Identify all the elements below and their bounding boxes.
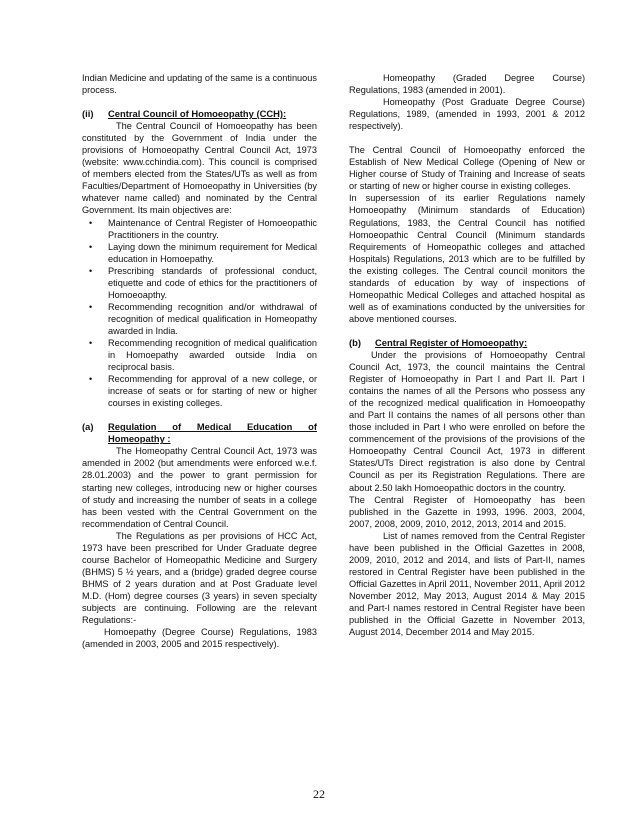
bullet-icon: •: [89, 241, 93, 252]
list-item: • Recommending recognition of medical qualification in Homoepathy awarded outside India on reciprocal basis.: [89, 337, 317, 373]
page-number: 22: [313, 787, 325, 801]
register-paragraph-2: The Central Register of Homoeopathy has been published in the Gazette in 1993, 1996. 2003, 2004, 2007, 2008, 2009, 2010, 2012, 2013, 2014 and 2015.: [349, 494, 585, 529]
cch-paragraph: The Central Council of Homoeopathy has been constituted by the Government of India under the provisions of Homoeopathy Central Council Act, 1973 (website: www.cchindia.com). This council is comprised of members elected from the States/UTs as well as from Faculties/Department of Homoeopathy in Universities (by whatever name called) and nominated by the Central Government. Its main objectives are:: [82, 121, 317, 216]
regulation-heading: [82, 421, 317, 445]
list-item: • Recommending recognition and/or withdrawal of recognition of medical qualification in Homeopathy awarded in India.: [89, 301, 317, 336]
bullet-icon: •: [89, 217, 93, 228]
register-heading-title: Central Register of Homoeopathy:: [375, 336, 528, 348]
pg-course-paragraph: Homeopathy (Post Graduate Degree Course) Regulations, 1989, (amended in 1993, 2001 & 2012 respectively).: [349, 97, 585, 132]
cch-objectives-list: [82, 217, 317, 410]
cch-heading-label: (ii): [82, 108, 94, 120]
regulation-heading-label: (a): [82, 421, 94, 433]
register-heading: [349, 337, 585, 349]
bullet-icon: •: [89, 337, 93, 348]
bullet-icon: •: [89, 301, 93, 312]
new-college-paragraph: The Central Council of Homoeopathy enforced the Establish of New Medical College (Opening of New or Higher course of Study of Training and Increase of seats or starting of new or higher course in existing colleges.: [349, 145, 585, 192]
register-heading-label: (b): [349, 336, 361, 348]
right-column: [349, 72, 585, 638]
list-item: • Prescribing standards of professional conduct, etiquette and code of ethics for the practitioners of Homoeoapthy.: [89, 265, 317, 300]
list-item: • Laying down the minimum requirement for Medical education in Homoepathy.: [89, 241, 317, 264]
regulation-paragraph-1: The Homeopathy Central Council Act, 1973 was amended in 2002 (but amendments were enforced w.e.f. 28.01.2003) and the power to grant permission for starting new colleges, introducing new or higher courses of study and increasing the number of seats in a college has been vested with the Central Government on the recommendation of Central Council.: [82, 446, 317, 529]
intro-paragraph: Indian Medicine and updating of the same is a continuous process.: [82, 73, 317, 96]
cch-heading-title: Central Council of Homoeopathy (CCH):: [108, 108, 287, 120]
left-column: [82, 72, 317, 650]
bullet-icon: •: [89, 265, 93, 276]
register-paragraph-3: List of names removed from the Central Register have been published in the Official Gazettes in 2008, 2009, 2010, 2012 and 2014, and lists of Part-II, names restored in Central Register have been published in the Official Gazettes in April 2011, November 2011, April 2012 November 2012, May 2013, August 2014 & May 2015 and Part-I names restored in Central Register have been published in the Official Gazette in November 2013, August 2014, December 2014 and May 2015.: [349, 530, 585, 638]
bullet-icon: •: [89, 374, 93, 385]
cch-heading: [82, 108, 317, 120]
supersession-paragraph: In supersession of its earlier Regulations namely Homoeopathy (Minimum standards of Education) Regulations, 1983, the Central Council has notified Homoeopathic Central Council (Minimum standards Requirements of Homeopathic colleges and attached Hospitals) Regulations, 2013 which are to be fulfilled by the existing colleges. The Central council monitors the standards of education by way of inspections of Homeopathic Medical Colleges and attached hospital as well as of examinations conducted by the universities for above mentioned courses.: [349, 193, 585, 324]
register-paragraph-1: Under the provisions of Homoeopathy Central Council Act, 1973, the council maintains the Central Register of Homoeopathy in Part I and Part II. Part I contains the names of all the Persons who possess any of the recognized medical qualification in Homoeopathy and Part II contains the names of all persons other than those included in Part I who were enrolled on before the commencement of the provisions of the provisions of the Homoeopathy Central Council Act, 1973 in different States/UTs Direct registration is also done by Central Council as per its Registration Regulations. There are about 2.50 lakh Homoeopathic doctors in the country.: [349, 349, 585, 493]
list-item: • Maintenance of Central Register of Homoeopathic Practitioners in the country.: [89, 217, 317, 240]
regulation-paragraph-2: The Regulations as per provisions of HCC Act, 1973 have been prescribed for Under Graduate degree course Bachelor of Homeopathic Medicine and Surgery (BHMS) 5 ½ years, and a (bridge) graded degree course BHMS of 2 years duration and at Post Graduate level M.D. (Hom) degree courses (3 years) in seven specialty subjects are continuing. Following are the relevant Regulations:-: [82, 530, 317, 626]
graded-course-paragraph: Homeopathy (Graded Degree Course) Regulations, 1983 (amended in 2001).: [349, 73, 585, 96]
regulation-heading-title: Regulation of Medical Education of Homeopathy :: [108, 421, 317, 445]
list-item: • Recommending for approval of a new college, or increase of seats or for starting of new or higher courses in existing colleges.: [89, 374, 317, 409]
regulation-paragraph-3: Homoepathy (Degree Course) Regulations, 1983 (amended in 2003, 2005 and 2015 respectively).: [82, 627, 317, 650]
